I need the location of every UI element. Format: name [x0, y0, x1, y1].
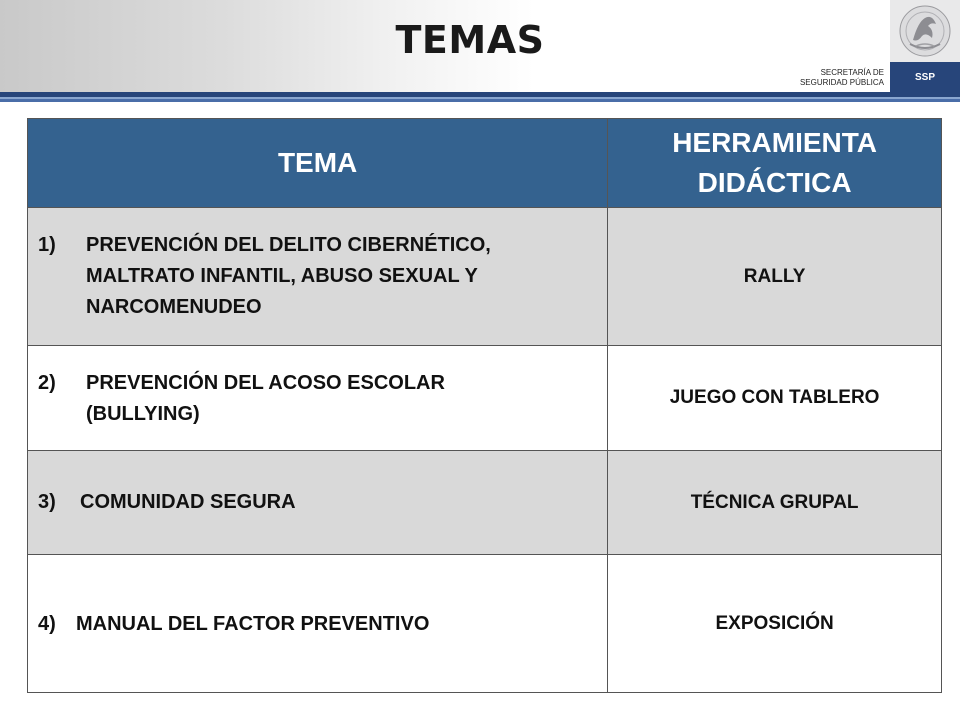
ministry-name [800, 68, 884, 88]
topic-text [76, 609, 429, 640]
table-row [28, 346, 942, 451]
eagle-seal-icon [898, 2, 952, 60]
topic-number: 4) [38, 613, 56, 635]
ministry-line-2: SEGURIDAD PÚBLICA [799, 78, 884, 87]
topic-cell [28, 346, 608, 451]
tool-cell: EXPOSICIÓN [608, 555, 942, 693]
table-row [28, 208, 942, 346]
topic-cell [28, 555, 608, 693]
topic-line: COMUNIDAD SEGURA [80, 491, 296, 513]
topic-line: PREVENCIÓN DEL ACOSO ESCOLAR [86, 372, 445, 394]
topic-text [80, 487, 296, 518]
ministry-line-1: SECRETARÍA DE [820, 68, 884, 77]
tool-cell: JUEGO CON TABLERO [608, 346, 942, 451]
table-row [28, 451, 942, 555]
ssp-badge: SSP [890, 62, 960, 92]
topic-line: NARCOMENUDEO [86, 296, 262, 318]
topic-line: MALTRATO INFANTIL, ABUSO SEXUAL Y [86, 265, 478, 287]
topic-text [86, 368, 445, 430]
page-title: TEMAS [395, 18, 545, 62]
topic-text [86, 230, 491, 323]
topic-line: MANUAL DEL FACTOR PREVENTIVO [76, 613, 430, 635]
topic-number: 1) [38, 234, 56, 256]
table-header-row [28, 119, 942, 208]
tool-cell: TÉCNICA GRUPAL [608, 451, 942, 555]
column-header-herramienta-line2: DIDÁCTICA [697, 167, 852, 198]
ssp-logo-block [890, 0, 960, 92]
table-row [28, 555, 942, 693]
topic-line: (BULLYING) [86, 403, 200, 425]
header-divider-lower [0, 99, 960, 102]
topics-table [27, 118, 942, 693]
column-header-herramienta [608, 119, 942, 208]
column-header-tema: TEMA [28, 119, 608, 208]
tool-cell: RALLY [608, 208, 942, 346]
topic-cell [28, 451, 608, 555]
coat-of-arms-seal [890, 0, 960, 62]
topic-cell [28, 208, 608, 346]
column-header-herramienta-line1: HERRAMIENTA [672, 127, 877, 158]
topic-line: PREVENCIÓN DEL DELITO CIBERNÉTICO, [86, 234, 491, 256]
topic-number: 2) [38, 372, 56, 394]
topic-number: 3) [38, 491, 56, 513]
